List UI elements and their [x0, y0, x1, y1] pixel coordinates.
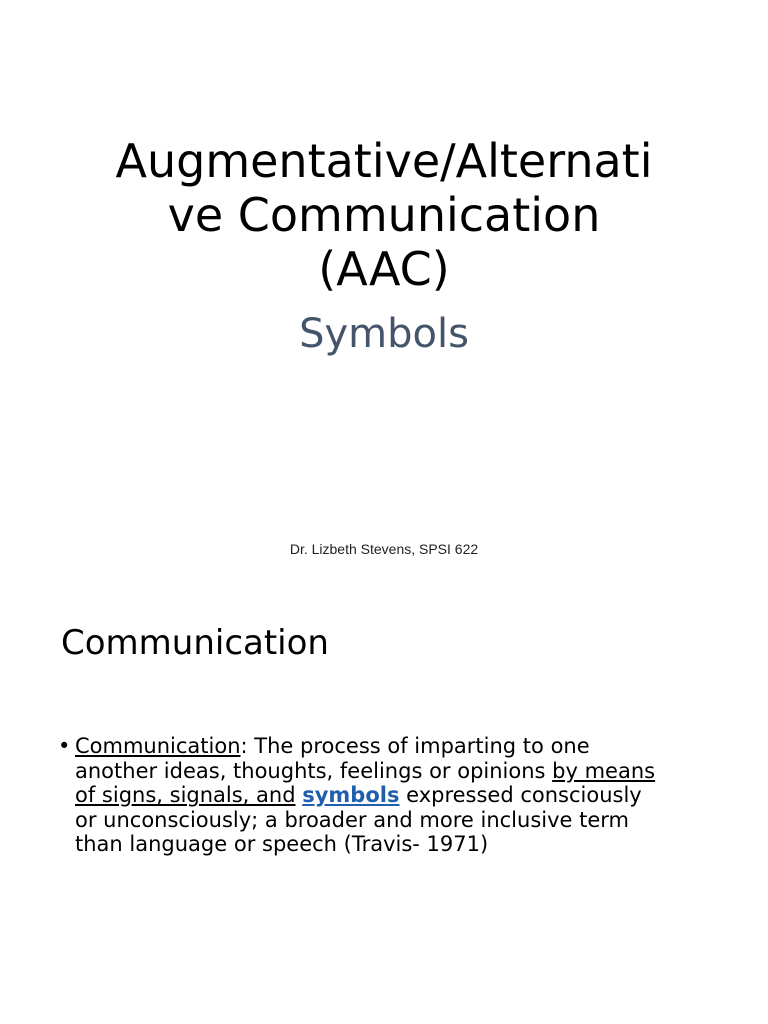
bullet-line: than language or speech (Travis- 1971): [75, 832, 489, 856]
bullet-item: [58, 734, 708, 857]
definition-text: expressed consciously: [399, 783, 642, 807]
author-credit: Dr. Lizbeth Stevens, SPSI 622: [289, 541, 479, 557]
term-communication: Communication: [75, 734, 241, 758]
bullet-line: [75, 759, 708, 784]
definition-text: : The process of imparting to one: [240, 734, 590, 758]
bullet-list: [58, 734, 708, 857]
definition-text: another ideas, thoughts, feelings or opinions: [75, 758, 553, 783]
slide-title-heading: [60, 134, 708, 296]
title-line: Augmentative/Alternati: [115, 134, 653, 188]
underlined-phrase: of signs, signals, and: [75, 783, 296, 807]
bullet-line: or unconsciously; a broader and more inclusive term: [75, 807, 629, 832]
title-line: (AAC): [318, 242, 450, 296]
bullet-dot: •: [58, 734, 71, 758]
slide-communication: [0, 576, 768, 1024]
bullet-line: [75, 783, 708, 808]
title-line: ve Communication: [167, 188, 601, 242]
bullet-text: [75, 734, 708, 857]
slide-subtitle: Symbols: [299, 311, 469, 357]
underlined-phrase: by means: [552, 758, 656, 783]
slide-heading: Communication: [61, 623, 329, 663]
bullet-line: [75, 734, 708, 759]
symbols-link[interactable]: symbols: [302, 783, 400, 807]
